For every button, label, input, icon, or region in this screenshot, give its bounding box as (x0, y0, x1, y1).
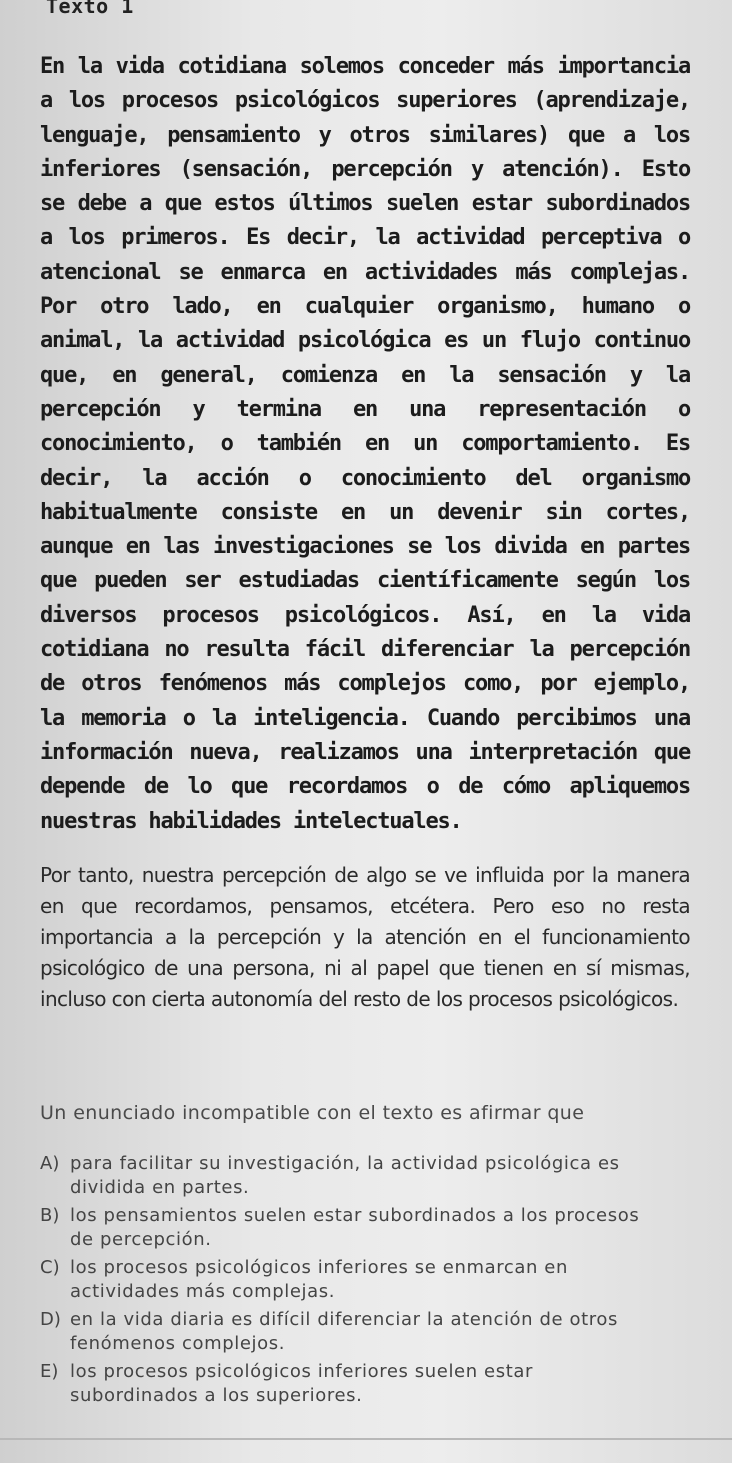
answer-options (40, 1152, 660, 1412)
option-letter: A) (40, 1153, 60, 1174)
text-heading: Texto 1 (46, 0, 134, 18)
option-letter: B) (40, 1205, 60, 1226)
option-c (40, 1256, 660, 1304)
option-letter: E) (40, 1361, 59, 1382)
option-text: en la vida diaria es difícil diferenciar la atención de otros fenómenos complejos. (70, 1309, 618, 1354)
option-d (40, 1308, 660, 1356)
page-bottom-divider (0, 1438, 732, 1440)
option-a (40, 1152, 660, 1200)
option-letter: C) (40, 1257, 60, 1278)
option-text: los procesos psicológicos inferiores suelen estar subordinados a los superiores. (70, 1361, 533, 1406)
option-b (40, 1204, 660, 1252)
option-letter: D) (40, 1309, 61, 1330)
option-text: para facilitar su investigación, la actividad psicológica es dividida en partes. (70, 1153, 620, 1198)
option-text: los pensamientos suelen estar subordinados a los procesos de percepción. (70, 1205, 640, 1250)
option-text: los procesos psicológicos inferiores se enmarcan en actividades más complejas. (70, 1257, 568, 1302)
reading-paragraph-1: En la vida cotidiana solemos conceder más importancia a los procesos psicológicos superiores (aprendizaje, lenguaje, pensamiento y otros similares) que a los inferiores (sensación, percepción y atención). Esto se debe a que estos últimos suelen estar subordinados a los primeros. Es decir, la actividad perceptiva o atencional se enmarca en actividades más complejas. Por otro lado, en cualquier organismo, humano o animal, la actividad psicológica es un flujo continuo que, en general, comienza en la sensación y la percepción y termina en una representación o conocimiento, o también en un comportamiento. Es decir, la acción o conocimiento del organismo habitualmente consiste en un devenir sin cortes, aunque en las investigaciones se los divida en partes que pueden ser estudiadas científicamente según los diversos procesos psicológicos. Así, en la vida cotidiana no resulta fácil diferenciar la percepción de otros fenómenos más complejos como, por ejemplo, la memoria o la inteligencia. Cuando percibimos una información nueva, realizamos una interpretación que depende de lo que recordamos o de cómo apliquemos nuestras habilidades intelectuales. (40, 54, 690, 834)
question-prompt: Un enunciado incompatible con el texto es afirmar que (40, 1102, 585, 1124)
option-e (40, 1360, 660, 1408)
reading-paragraph-2: Por tanto, nuestra percepción de algo se ve influida por la manera en que recordamos, pensamos, etcétera. Pero eso no resta importancia a la percepción y la atención en el funcionamiento psicológico de una persona, ni al papel que tienen en sí mismas, incluso con cierta autonomía del resto de los procesos psicológicos. (40, 863, 690, 1011)
